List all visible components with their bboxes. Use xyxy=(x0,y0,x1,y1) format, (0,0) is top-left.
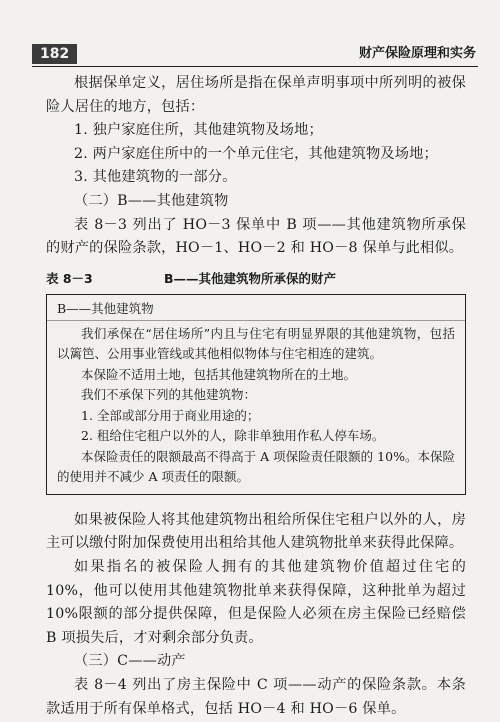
running-title: 财产保险原理和实务 xyxy=(358,46,476,61)
table-caption xyxy=(46,267,466,289)
page-number: 182 xyxy=(32,44,77,64)
box-list-item: 2. 租给住宅租户以外的人，除非单独用作私人停车场。 xyxy=(81,428,385,444)
section-b-heading: （二）B——其他建筑物 xyxy=(74,192,229,209)
box-title: B——其他建筑物 xyxy=(57,300,154,316)
box-paragraph: 我们承保在“居住场所”内且与住宅有明显界限的其他建筑物，包括以篱笆、公用事业管线或其他相似物体与住宅相连的建筑。 xyxy=(57,325,455,362)
box-paragraph: 本保险不适用土地，包括其他建筑物所在的土地。 xyxy=(81,366,357,382)
list-item: 1. 独户家庭住所，其他建筑物及场地； xyxy=(74,122,323,139)
section-c-paragraph: 表 8－4 列出了房主保险中 C 项——动产的保险条款。本条款适用于所有保单格式，包括 HO－4 和 HO－6 保单。 xyxy=(46,676,466,717)
page-body xyxy=(46,72,466,721)
table-title: B——其他建筑物所承保的财产 xyxy=(164,270,337,286)
table-number: 表 8－3 xyxy=(46,270,93,286)
page-header xyxy=(32,44,478,67)
box-paragraph: 我们不承保下列的其他建筑物： xyxy=(81,387,257,403)
paragraph: 如果被保险人将其他建筑物出租给所保住宅租户以外的人，房主可以缴付附加保费使用出租给其他人建筑物批单来获得此保障。 xyxy=(46,511,466,552)
paragraph: 如果指名的被保险人拥有的其他建筑物价值超过住宅的 10%，他可以使用其他建筑物批单来获得保障，这种批单为超过 10%限额的部分提供保障，但是保险人必须在房主保险已经赔偿 B 项损失后，才对剩余部分负责。 xyxy=(46,558,466,646)
box-list-item: 1. 全部或部分用于商业用途的； xyxy=(81,407,260,423)
table-box xyxy=(46,294,466,495)
list-item: 3. 其他建筑物的一部分。 xyxy=(74,169,237,186)
box-paragraph: 本保险责任的限额最高不得高于 A 项保险责任限额的 10%。本保险的使用并不减少 A 项责任的限额。 xyxy=(57,448,455,485)
after-table-section xyxy=(46,509,466,721)
section-c-heading: （三）C——动产 xyxy=(74,653,186,670)
box-divider xyxy=(47,320,465,321)
intro-paragraph: 根据保单定义，居住场所是指在保单声明事项中所列明的被保险人居住的地方，包括： xyxy=(46,75,466,115)
list-item: 2. 两户家庭住所中的一个单元住宅，其他建筑物及场地； xyxy=(74,145,438,162)
section-b-paragraph: 表 8－3 列出了 HO－3 保单中 B 项——其他建筑物所承保的财产的保险条款，HO－1、HO－2 和 HO－8 保单与此相似。 xyxy=(46,216,466,257)
